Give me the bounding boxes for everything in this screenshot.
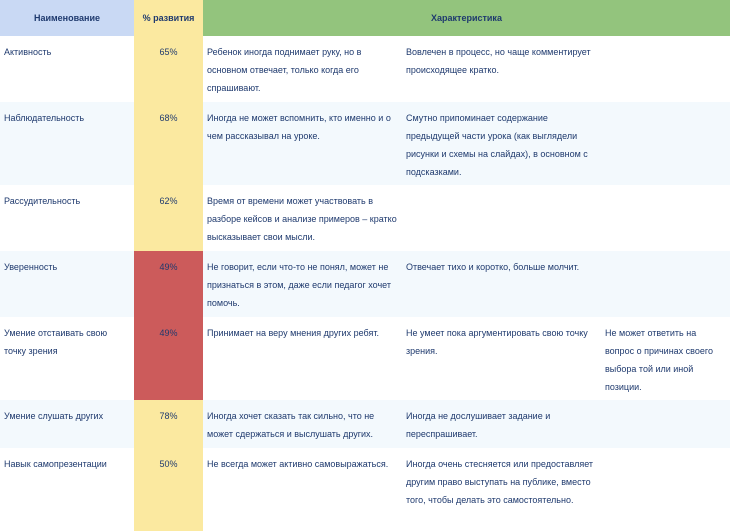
row-name: Рассудительность (0, 185, 134, 251)
row-name: Умение отстаивать свою точку зрения (0, 317, 134, 400)
row-char-3: Не может ответить на вопрос о причинах своего выбора той или иной позиции. (601, 317, 730, 400)
row-pct: 78% (134, 400, 203, 448)
row-char-3 (601, 251, 730, 317)
row-char-2: Не умеет пока аргументировать свою точку зрения. (402, 317, 601, 400)
row-char-2: Смутно припоминает содержание предыдущей части урока (как выглядели рисунки и схемы на слайдах), в основном с подсказками. (402, 102, 601, 185)
table-row (0, 448, 730, 531)
table-row (0, 36, 730, 102)
row-pct: 65% (134, 36, 203, 102)
row-char-3 (601, 102, 730, 185)
row-pct: 62% (134, 185, 203, 251)
row-pct: 68% (134, 102, 203, 185)
row-char-1: Время от времени может участвовать в разборе кейсов и анализе примеров – кратко высказывает свои мысли. (203, 185, 402, 251)
row-name: Активность (0, 36, 134, 102)
row-char-3 (601, 36, 730, 102)
row-char-3 (601, 185, 730, 251)
row-char-1: Не всегда может активно самовыражаться. (203, 448, 402, 531)
table-row (0, 185, 730, 251)
table-row (0, 317, 730, 400)
row-char-2: Иногда очень стесняется или предоставляет другим право выступать на публике, вместо того, чтобы делать это самостоятельно. (402, 448, 601, 531)
row-char-2 (402, 185, 601, 251)
row-char-1: Не говорит, если что-то не понял, может не признаться в этом, даже если педагог хочет помочь. (203, 251, 402, 317)
row-char-1: Принимает на веру мнения других ребят. (203, 317, 402, 400)
row-pct: 50% (134, 448, 203, 531)
row-name: Умение слушать других (0, 400, 134, 448)
row-char-2: Вовлечен в процесс, но чаще комментирует происходящее кратко. (402, 36, 601, 102)
row-char-1: Иногда не может вспомнить, кто именно и о чем рассказывал на уроке. (203, 102, 402, 185)
row-char-2: Иногда не дослушивает задание и переспрашивает. (402, 400, 601, 448)
table-row (0, 400, 730, 448)
row-char-3 (601, 400, 730, 448)
row-pct: 49% (134, 317, 203, 400)
row-char-1: Иногда хочет сказать так сильно, что не может сдержаться и выслушать других. (203, 400, 402, 448)
row-name: Навык самопрезентации (0, 448, 134, 531)
row-char-2: Отвечает тихо и коротко, больше молчит. (402, 251, 601, 317)
header-name: Наименование (0, 0, 134, 36)
row-name: Наблюдательность (0, 102, 134, 185)
header-pct: % развития (134, 0, 203, 36)
row-pct: 49% (134, 251, 203, 317)
header-row (0, 0, 730, 36)
row-char-1: Ребенок иногда поднимает руку, но в основном отвечает, только когда его спрашивают. (203, 36, 402, 102)
row-name: Уверенность (0, 251, 134, 317)
header-characteristic: Характеристика (203, 0, 730, 36)
table-row (0, 102, 730, 185)
table-row (0, 251, 730, 317)
row-char-3 (601, 448, 730, 531)
